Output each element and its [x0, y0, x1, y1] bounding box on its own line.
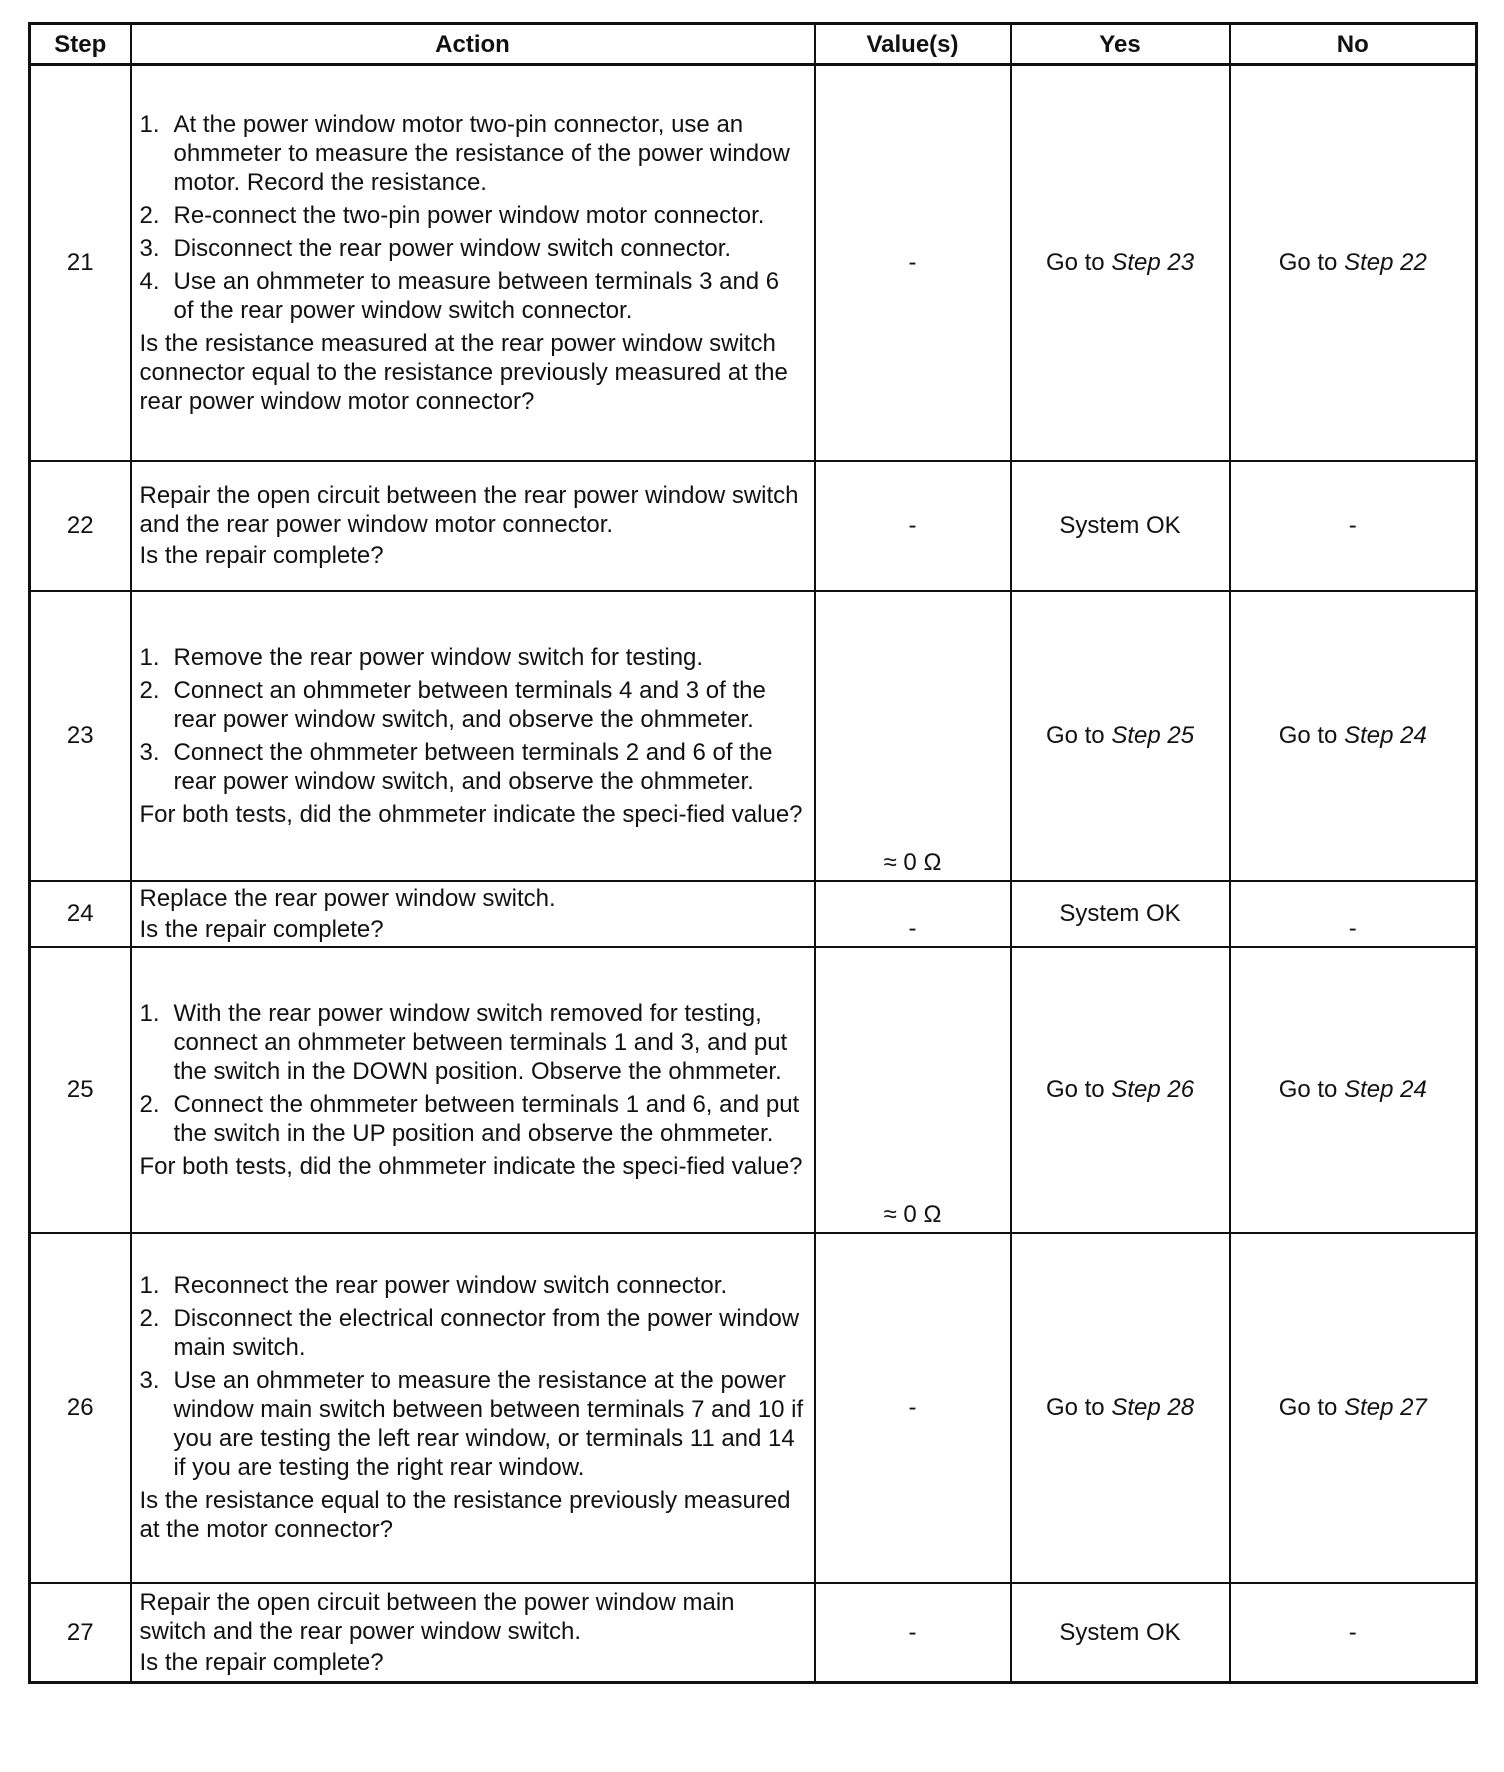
action-cell — [131, 881, 815, 947]
value-cell: - — [815, 1233, 1011, 1583]
step-number: 27 — [30, 1583, 131, 1683]
step-link: Step 24 — [1344, 722, 1427, 749]
action-item: 1. At the power window motor two-pin connector, use an ohmmeter to measure the resistance of the power window motor. Record the resistance. — [139, 110, 790, 196]
yes-cell: Go to Step 28 — [1011, 1233, 1230, 1583]
no-cell: Go to Step 27 — [1230, 1233, 1477, 1583]
step-number: 24 — [30, 881, 131, 947]
step-link: Step 27 — [1344, 1394, 1427, 1421]
header-no: No — [1230, 24, 1477, 65]
action-question: For both tests, did the ohmmeter indicate the speci-fied value? — [139, 1152, 803, 1180]
diagnostic-table-sheet — [28, 22, 1475, 1684]
table-row — [30, 1233, 1477, 1583]
action-question: Is the resistance measured at the rear power window switch connector equal to the resistance previously measured at the rear power window motor connector? — [139, 329, 788, 415]
step-number: 26 — [30, 1233, 131, 1583]
action-cell — [131, 461, 815, 591]
action-cell — [131, 1583, 815, 1683]
step-number: 22 — [30, 461, 131, 591]
action-item: 2. Connect the ohmmeter between terminals 1 and 6, and put the switch in the UP position and observe the ohmmeter. — [139, 1090, 800, 1147]
value-cell: - — [815, 65, 1011, 461]
action-cell — [131, 1233, 815, 1583]
action-text: Replace the rear power window switch. — [139, 884, 556, 912]
step-link: Step 24 — [1344, 1076, 1427, 1103]
action-item: 4. Use an ohmmeter to measure between terminals 3 and 6 of the rear power window switch connector. — [139, 267, 780, 324]
no-cell: Go to Step 22 — [1230, 65, 1477, 461]
action-item: 2. Connect an ohmmeter between terminals 4 and 3 of the rear power window switch, and observe the ohmmeter. — [139, 676, 766, 733]
header-values: Value(s) — [815, 24, 1011, 65]
header-yes: Yes — [1011, 24, 1230, 65]
action-question: Is the repair complete? — [139, 1648, 384, 1676]
yes-cell: Go to Step 26 — [1011, 947, 1230, 1233]
table-row — [30, 1583, 1477, 1683]
table-row — [30, 591, 1477, 881]
action-item: 2. Re-connect the two-pin power window motor connector. — [139, 201, 765, 229]
yes-cell: System OK — [1011, 461, 1230, 591]
action-item: 1. With the rear power window switch removed for testing, connect an ohmmeter between terminals 1 and 3, and put the switch in the DOWN position. Observe the ohmmeter. — [139, 999, 788, 1085]
step-link: Step 22 — [1344, 249, 1427, 277]
table-row — [30, 881, 1477, 947]
header-action: Action — [131, 24, 815, 65]
no-cell: - — [1230, 461, 1477, 591]
step-number: 23 — [30, 591, 131, 881]
no-cell: - — [1230, 1583, 1477, 1683]
step-link: Step 28 — [1111, 1394, 1195, 1421]
action-question: Is the repair complete? — [139, 542, 384, 569]
yes-cell: System OK — [1011, 881, 1230, 947]
step-number: 21 — [30, 65, 131, 461]
no-cell: Go to Step 24 — [1230, 947, 1477, 1233]
step-number: 25 — [30, 947, 131, 1233]
action-question: Is the resistance equal to the resistance previously measured at the motor connector? — [139, 1487, 791, 1543]
yes-cell: System OK — [1011, 1583, 1230, 1683]
action-cell — [131, 591, 815, 881]
no-cell: - — [1230, 881, 1477, 947]
action-cell — [131, 65, 815, 461]
action-text: Repair the open circuit between the rear power window switch and the rear power window motor connector. — [139, 482, 799, 538]
header-step: Step — [30, 24, 131, 65]
table-row — [30, 947, 1477, 1233]
value-cell: ≈ 0 Ω — [815, 591, 1011, 881]
step-link: Step 23 — [1111, 249, 1195, 277]
header-row — [30, 24, 1477, 65]
yes-cell: Go to Step 25 — [1011, 591, 1230, 881]
action-item: 3. Disconnect the rear power window switch connector. — [139, 234, 732, 262]
action-question: For both tests, did the ohmmeter indicate the speci-fied value? — [139, 800, 803, 828]
action-cell — [131, 947, 815, 1233]
value-cell: - — [815, 1583, 1011, 1683]
table-row — [30, 461, 1477, 591]
no-cell: Go to Step 24 — [1230, 591, 1477, 881]
action-item: 3. Use an ohmmeter to measure the resistance at the power window main switch between between terminals 7 and 10 if you are testing the left rear window, or terminals 11 and 14 if you are testing the right rear window. — [139, 1367, 804, 1481]
action-item: 1. Reconnect the rear power window switch connector. — [139, 1272, 728, 1299]
action-text: Repair the open circuit between the power window main switch and the rear power window switch. — [139, 1588, 735, 1645]
value-cell: - — [815, 461, 1011, 591]
action-item: 2. Disconnect the electrical connector from the power window main switch. — [139, 1305, 800, 1361]
step-link: Step 26 — [1111, 1076, 1195, 1103]
yes-cell: Go to Step 23 — [1011, 65, 1230, 461]
value-cell: - — [815, 881, 1011, 947]
table-row — [30, 65, 1477, 461]
value-cell: ≈ 0 Ω — [815, 947, 1011, 1233]
step-link: Step 25 — [1111, 722, 1195, 749]
action-item: 3. Connect the ohmmeter between terminals 2 and 6 of the rear power window switch, and observe the ohmmeter. — [139, 738, 773, 795]
action-question: Is the repair complete? — [139, 915, 384, 943]
diagnostic-table — [28, 22, 1478, 1684]
action-item: 1. Remove the rear power window switch for testing. — [139, 643, 704, 671]
